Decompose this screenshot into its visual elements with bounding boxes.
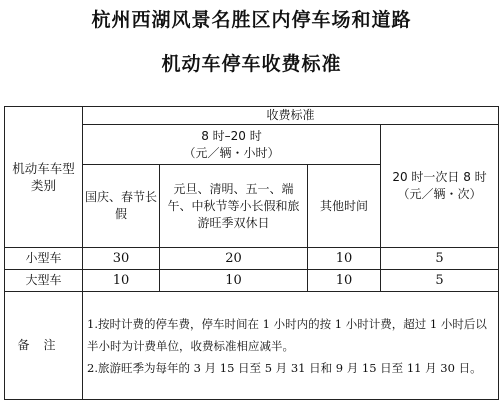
night-hours: 20 时一次日 8 时 [392, 170, 487, 184]
col-national-day: 国庆、春节长假 [83, 165, 160, 248]
daytime-unit: （元／辆・小时） [183, 145, 280, 160]
col-other: 其他时间 [308, 165, 381, 248]
vehicle-type-header: 机动车车型类别 [5, 107, 83, 248]
fee-holiday: 20 [160, 248, 308, 270]
night-header [381, 125, 499, 248]
title-line-1: 杭州西湖风景名胜区内停车场和道路 [91, 9, 412, 31]
fee-table [4, 106, 499, 400]
row-type: 大型车 [5, 270, 83, 292]
night-unit: （元／辆・次） [397, 187, 482, 201]
fee-night: 5 [381, 270, 499, 292]
daytime-hours: 8 时–20 时 [201, 128, 262, 143]
fee-holiday: 10 [160, 270, 308, 292]
table-row [5, 270, 499, 292]
fee-other: 10 [308, 248, 381, 270]
fee-national: 30 [83, 248, 160, 270]
fee-other: 10 [308, 270, 381, 292]
fee-national: 10 [83, 270, 160, 292]
fee-standard-header: 收费标准 [83, 107, 499, 125]
daytime-header [83, 125, 381, 165]
table-row [5, 248, 499, 270]
remarks-label: 备注 [5, 292, 83, 400]
title-line-2: 机动车停车收费标准 [161, 53, 342, 75]
row-type: 小型车 [5, 248, 83, 270]
remark-1: 1.按时计费的停车费，停车时间在 1 小时内的按 1 小时计费，超过 1 小时后以半小时为计费单位，收费标准相应减半。 [87, 316, 487, 353]
fee-night: 5 [381, 248, 499, 270]
col-holidays: 元旦、清明、五一、端午、中秋节等小长假和旅游旺季双休日 [160, 165, 308, 248]
remarks-content [83, 292, 499, 400]
remark-2: 2.旅游旺季为每年的 3 月 15 日至 5 月 31 日和 9 月 15 日至 11 月 30 日。 [87, 360, 482, 375]
